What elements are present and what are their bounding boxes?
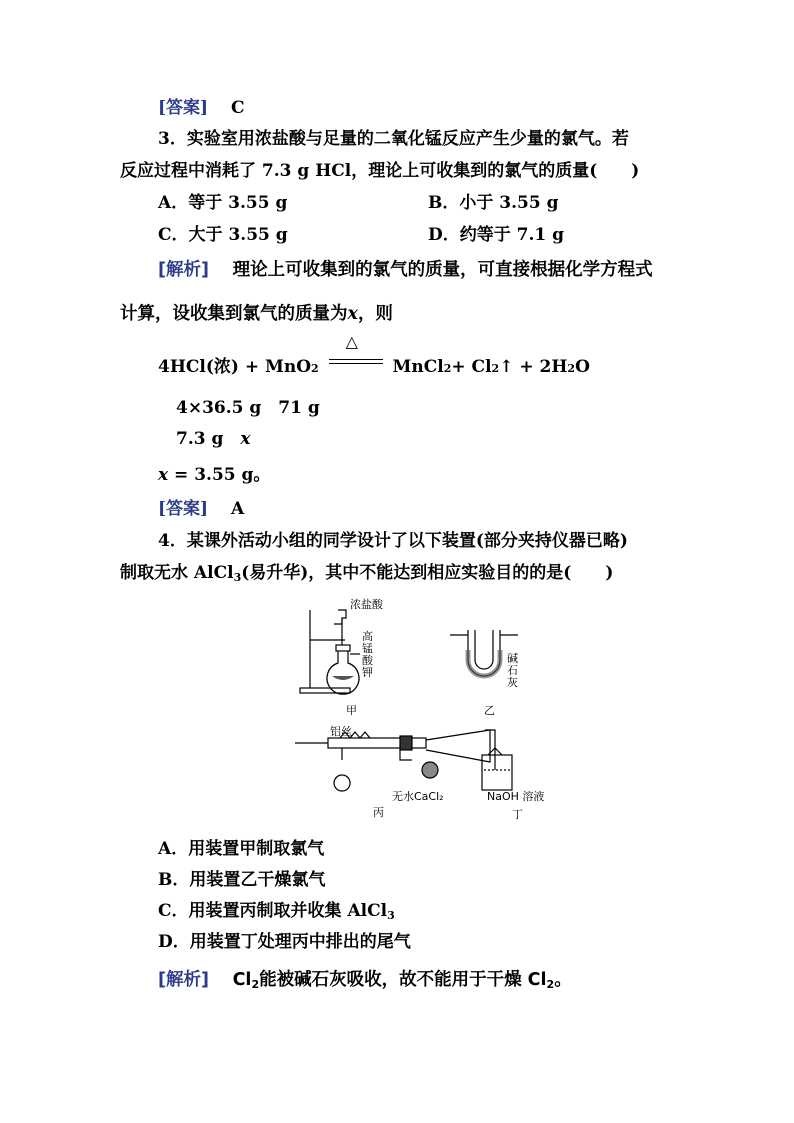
apparatus-bing xyxy=(295,730,490,791)
label-jia: 甲 xyxy=(346,704,357,717)
answer-tag: [答案] xyxy=(158,98,209,118)
question-text: 制取无水 AlCl xyxy=(120,563,234,583)
equation-left: 4HCl(浓) + MnO xyxy=(158,357,312,377)
q3-stem-line2: 反应过程中消耗了 7.3 g HCl，理论上可收集到的氯气的质量( ) xyxy=(120,161,640,181)
label-yi: 乙 xyxy=(484,704,495,717)
reaction-condition xyxy=(329,332,383,372)
question-number: 4． xyxy=(158,531,187,551)
label-al-wire: 铝丝 xyxy=(330,725,352,738)
equation-product: + Cl xyxy=(451,357,492,377)
label-soda-lime-3: 灰 xyxy=(507,676,518,689)
analysis-text: 能被碱石灰吸收，故不能用于干燥 Cl xyxy=(259,970,547,990)
result-text: = 3.55 g。 xyxy=(168,465,271,485)
label-kmno4-2: 锰 xyxy=(362,642,373,655)
subscript: 2 xyxy=(491,362,500,375)
question-text: 某课外活动小组的同学设计了以下装置(部分夹持仪器已略) xyxy=(186,531,628,551)
q4-analysis-line xyxy=(158,968,572,997)
q4-option-c xyxy=(158,899,395,928)
result-line xyxy=(158,463,270,487)
option-text: 用装置丁处理丙中排出的尾气 xyxy=(189,932,411,952)
option-label: B． xyxy=(158,870,190,890)
q4-option-a xyxy=(158,837,324,861)
option-a xyxy=(158,191,287,215)
label-soda-lime-2: 石 xyxy=(507,664,518,677)
option-label: C． xyxy=(158,901,189,921)
label-soda-lime-1: 碱 xyxy=(507,652,518,665)
analysis-text: 计算，设收集到氯气的质量为 xyxy=(120,304,348,324)
label-cacl2: 无水CaCl₂ xyxy=(392,790,444,803)
equation-product: ↑ + 2H xyxy=(499,357,568,377)
option-label: A． xyxy=(158,839,189,859)
answer-value: C xyxy=(231,98,245,118)
apparatus-jia xyxy=(300,610,360,694)
option-label: A． xyxy=(158,193,189,213)
option-text: 小于 3.55 g xyxy=(459,193,559,213)
apparatus-ding xyxy=(482,730,512,790)
label-kmno4-3: 酸 xyxy=(362,654,373,667)
heat-symbol: △ xyxy=(345,332,358,351)
analysis-tag: [解析] xyxy=(158,970,209,990)
subscript: 2 xyxy=(311,362,319,375)
option-text: 用装置甲制取氯气 xyxy=(188,839,325,859)
variable-x: x xyxy=(347,304,358,324)
answer-value: A xyxy=(231,499,245,519)
q2-answer-line xyxy=(158,96,245,120)
label-kmno4-4: 钾 xyxy=(362,666,373,679)
analysis-text: 理论上可收集到的氯气的质量，可直接根据化学方程式 xyxy=(232,260,653,280)
option-text: 约等于 7.1 g xyxy=(459,225,565,245)
option-label: D． xyxy=(158,932,190,952)
q3-analysis-line2 xyxy=(120,302,393,326)
subscript: 2 xyxy=(567,362,576,375)
analysis-text: 。 xyxy=(554,970,572,990)
q4-stem-line1 xyxy=(158,529,628,553)
label-conc-hcl: 浓盐酸 xyxy=(350,598,383,611)
q3-answer-line xyxy=(158,497,244,521)
option-text: 用装置丙制取并收集 AlCl xyxy=(188,901,388,921)
variable-x: x xyxy=(240,429,251,449)
subscript: 2 xyxy=(251,978,260,991)
option-label: B． xyxy=(428,193,460,213)
calc-line1: 4×36.5 g 71 g xyxy=(176,398,320,418)
calc-line2 xyxy=(176,427,251,451)
answer-tag: [答案] xyxy=(158,499,209,519)
q4-stem-line2 xyxy=(120,561,613,590)
subscript: 3 xyxy=(387,909,395,922)
question-text: (易升华)，其中不能达到相应实验目的的是( ) xyxy=(241,563,614,583)
calc-text: 7.3 g xyxy=(176,429,241,449)
question-text: 实验室用浓盐酸与足量的二氧化锰反应产生少量的氯气。若 xyxy=(186,129,629,149)
option-text: 等于 3.55 g xyxy=(188,193,288,213)
subscript: 2 xyxy=(443,362,452,375)
q3-analysis-line1 xyxy=(158,258,653,282)
subscript: 2 xyxy=(546,978,555,991)
variable-x: x xyxy=(158,465,169,485)
option-b xyxy=(428,191,559,215)
equals-bar xyxy=(329,359,383,364)
option-label: C． xyxy=(158,225,189,245)
label-naoh: NaOH 溶液 xyxy=(487,790,545,803)
q4-option-b xyxy=(158,868,325,892)
option-d xyxy=(428,223,564,247)
subscript: 3 xyxy=(233,571,242,584)
option-label: D． xyxy=(428,225,460,245)
question-number: 3． xyxy=(158,129,187,149)
apparatus-figure xyxy=(280,590,570,830)
label-bing: 丙 xyxy=(373,806,384,819)
option-text: 用装置乙干燥氯气 xyxy=(189,870,326,890)
option-text: 大于 3.55 g xyxy=(188,225,288,245)
chemical-equation xyxy=(158,332,590,377)
equation-product: MnCl xyxy=(392,357,444,377)
q3-stem-line1 xyxy=(158,127,629,151)
label-ding: 丁 xyxy=(512,808,523,821)
analysis-tag: [解析] xyxy=(158,260,209,280)
analysis-text: ，则 xyxy=(357,304,393,324)
q4-option-d xyxy=(158,930,411,954)
label-kmno4-1: 高 xyxy=(362,630,373,643)
analysis-text: Cl xyxy=(232,970,252,990)
equation-product: O xyxy=(575,357,590,377)
option-c xyxy=(158,223,288,247)
